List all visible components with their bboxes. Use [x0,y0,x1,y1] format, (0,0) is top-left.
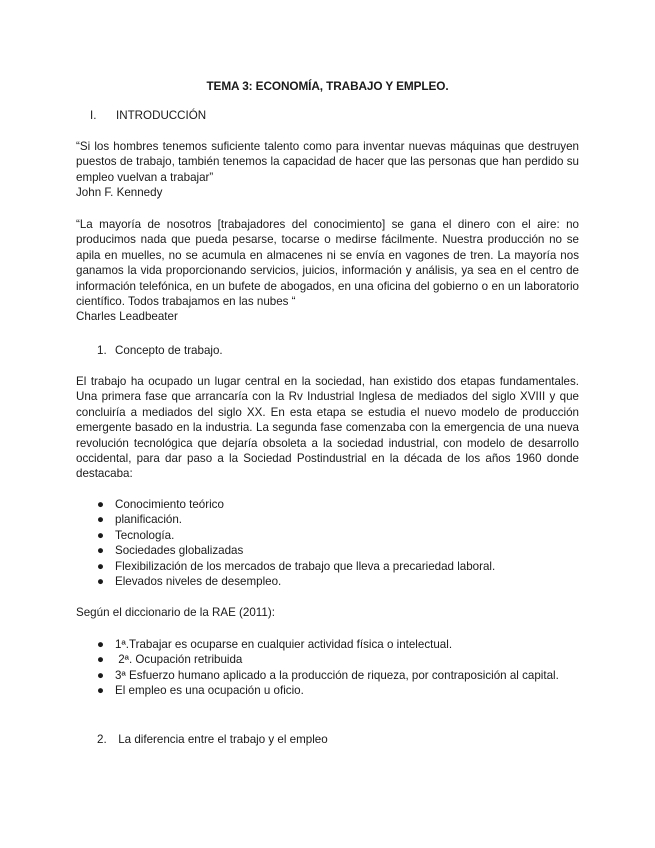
subsection-label: Concepto de trabajo. [115,344,223,357]
bullet-icon: ● [97,684,105,698]
list-item: ● planificación. [97,513,183,527]
quote-author: John F. Kennedy [76,186,163,200]
bullet-icon: ● [97,638,105,651]
bullet-icon: ● [97,498,105,511]
subsection-label: La diferencia entre el trabajo y el empleo [115,733,328,746]
page-title: TEMA 3: ECONOMÍA, TRABAJO Y EMPLEO. [206,79,449,93]
list-item: ● Tecnología. [97,528,175,542]
section-label: INTRODUCCIÓN [116,109,207,122]
subsection-heading-concepto [97,343,223,358]
paragraph-rae-intro: Según el diccionario de la RAE (2011): [76,606,275,619]
subsection-number: 2. [97,733,107,746]
paragraph-concepto: El trabajo ha ocupado un lugar central en la sociedad, han existido dos etapas fundamentales. Una primera fase que arrancaría con la Rv Industrial Inglesa de mediados del siglo XVIII y que concluiría a mediados del siglo XX. En esta etapa se estudia el nuevo modelo de producción emergente basado en la industria. La segunda fase comenzaba con la emergencia de una nueva revolución tecnológica que dejaría obsoleta a la sociedad industrial, con modelo de desarrollo occidental, para dar paso a la Sociedad Postindustrial en la década de los años 1960 donde destacaba: [76,375,579,481]
section-number: I. [90,109,97,122]
bullet-icon: ● [97,575,105,589]
list-item: ● 1ª.Trabajar es ocuparse en cualquier actividad física o intelectual. [97,638,453,651]
quote-leadbeater [76,217,579,325]
list-item: ● Conocimiento teórico [97,498,224,511]
bullet-list-sociedad-postindustrial [76,497,579,589]
quote-text: “Si los hombres tenemos suficiente talento como para inventar nuevas máquinas que destruyen puestos de trabajo, también tenemos la capacidad de hacer que las personas que han perdido su empleo vuelvan a trabajar” [76,140,579,184]
bullet-list-rae [76,637,579,699]
bullet-icon: ● [97,559,105,573]
section-heading-introduccion [90,108,206,123]
bullet-icon: ● [97,668,105,682]
list-item: ● 3ª Esfuerzo humano aplicado a la producción de riqueza, por contraposición al capital. [97,668,559,682]
subsection-number: 1. [97,344,107,357]
quote-kennedy [76,139,579,201]
quote-text: “La mayoría de nosotros [trabajadores del conocimiento] se gana el dinero con el aire: no producimos nada que pueda pesarse, tocarse o medirse fácilmente. Nuestra producción no se apila en muelles, no se acumula en almacenes ni se envía en vagones de tren. La mayoría nos ganamos la vida proporcionando servicios, juicios, información y análisis, ya sea en el centro de información telefónica, en un bufete de abogados, en una oficina del gobierno o en un laboratorio científico. Todos trabajamos en las nubes “ [76,218,579,309]
list-item: ● 2ª. Ocupación retribuida [97,653,243,667]
quote-author: Charles Leadbeater [76,310,178,324]
list-item: ● El empleo es una ocupación u oficio. [97,684,304,698]
subsection-heading-diferencia [97,732,328,747]
bullet-icon: ● [97,653,105,667]
list-item: ● Sociedades globalizadas [97,544,244,558]
list-item: ● Flexibilización de los mercados de trabajo que lleva a precariedad laboral. [97,559,496,573]
bullet-icon: ● [97,513,105,527]
bullet-icon: ● [97,528,105,542]
list-item: ● Elevados niveles de desempleo. [97,575,282,589]
bullet-icon: ● [97,544,105,558]
